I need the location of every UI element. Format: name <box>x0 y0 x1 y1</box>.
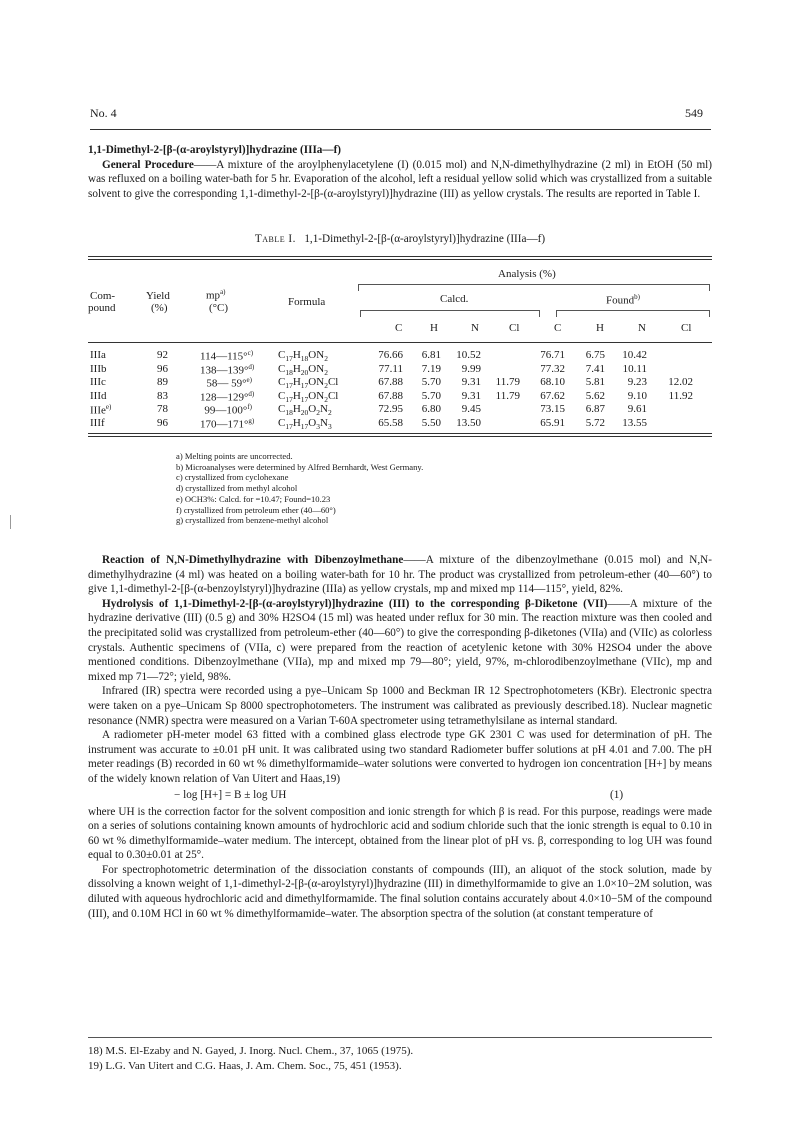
cell-calcd: 9.45 <box>461 403 481 415</box>
cell-mp: 99—100°$^{f)}$ <box>204 403 252 417</box>
cell-mp: 170—171°$^{g)}$ <box>200 416 255 431</box>
where-paragraph: where UH is the correction factor for the solvent composition and ionic strength for which β is read. For this purpose, readings were made on a series of solutions containing known amounts of hydrochloric acid and sodium chloride such that the ionic strength is equal to 0.10 in 60 wt % dimethylformamide–water medium. The intercept, obtained from the linear plot of pH vs. β, corresponding to log UH was found equal to 0.30±0.01 at 25°. <box>88 805 712 862</box>
reaction-text: A mixture of the dibenzoylmethane (0.015 mol) and N,N-dimethylhydrazine (4 ml) was heated on a boiling water-bath for 10 hr. The product was crystallized from petroleum-ether (40—60°) to give 1,1-dimethyl-2-[β-(α-benzoylstyryl)]hydrazine (IIIa) as yellow crystals, mp and mixed mp 114—115°, yield, 82%. <box>88 554 712 596</box>
table-footnote: a) Melting points are uncorrected. <box>176 451 293 461</box>
table-bottom-rule <box>88 433 712 437</box>
cell-found: 7.41 <box>585 362 605 375</box>
cell-mp: 128—129°$^{d)}$ <box>200 389 255 404</box>
cell-formula: $C_{17}H_{17}O_3N_3$ <box>278 416 332 431</box>
compound-note: e) <box>105 403 112 411</box>
cell-calcd: 9.31 <box>461 389 481 402</box>
header-mp-unit: (°C) <box>209 302 229 314</box>
cell-found: 6.87 <box>585 403 605 415</box>
table-header <box>88 260 712 342</box>
cell-compound: IIId <box>90 389 107 402</box>
references-rule <box>88 1037 712 1038</box>
cell-calcd: 10.52 <box>456 349 481 361</box>
cell-yield: 83 <box>157 389 168 402</box>
cell-calcd: 5.50 <box>421 416 441 429</box>
header-mp-note: a) <box>220 288 226 296</box>
cell-calcd: 5.70 <box>421 389 441 402</box>
cell-compound: IIIa <box>90 349 106 361</box>
cell-calcd: 6.81 <box>421 349 441 361</box>
table-row <box>88 390 712 403</box>
header-found-cl: Cl <box>681 322 692 334</box>
cell-found: 9.10 <box>627 389 647 402</box>
cell-calcd: 6.80 <box>421 403 441 415</box>
cell-found: 76.71 <box>540 349 565 361</box>
data-table <box>88 256 712 437</box>
reaction-label: Reaction of N,N-Dimethylhydrazine with Dibenzoylmethane <box>102 554 404 566</box>
cell-calcd: 11.79 <box>495 376 520 388</box>
section-general <box>88 143 712 201</box>
cell-found: 5.81 <box>585 376 605 388</box>
header-found-c: C <box>554 322 562 334</box>
header-compound-1: Com- <box>90 290 116 302</box>
hydrolysis-label: Hydrolysis of 1,1-Dimethyl-2-[β-(α-aroylstyryl)]hydrazine (III) to the corresponding β-Diketone (VII) <box>102 597 608 610</box>
reaction-dash: —— <box>403 554 426 566</box>
running-head <box>90 106 703 121</box>
cell-mp: 58— 59°$^{e)}$ <box>206 376 252 390</box>
header-calcd-c: C <box>395 322 403 334</box>
hydrolysis-paragraph <box>88 597 712 685</box>
cell-calcd: 9.31 <box>461 376 481 388</box>
cell-compound: IIIe$^{e)}$ <box>90 403 112 417</box>
table-footnotes <box>176 451 423 526</box>
cell-found: 10.11 <box>622 362 647 375</box>
general-procedure-text: A mixture of the aroylphenylacetylene (I) (0.015 mol) and N,N-dimethylhydrazine (2 ml) in EtOH (50 ml) was refluxed on a boiling water-bath for 5 hr. Evaporation of the alcohol, left a residual yellow solid which was crystallized from a suitable solvent to give the corresponding 1,1-dimethyl-2-[β-(α-aroylstyryl)]hydrazine (III) as yellow crystals. The results are reported in Table I. <box>88 158 712 200</box>
header-calcd-h: H <box>430 322 438 334</box>
cell-found: 5.62 <box>585 389 605 402</box>
header-found-note: b) <box>634 293 640 301</box>
cell-found: 6.75 <box>585 349 605 361</box>
header-yield-2: (%) <box>151 302 168 314</box>
cell-compound: IIIb <box>90 362 107 375</box>
header-mp <box>206 288 226 302</box>
spectro-paragraph: For spectrophotometric determination of the dissociation constants of compounds (III), an aliquot of the stock solution, made by dissolving a known weight of 1,1-dimethyl-2-[β-(α-aroylstyryl)]hydrazine (III) in dimethylformamide to give an 1.0×10−2M solution, was diluted with aqueous hydrochloric acid and dimethylformamide. The final solution contains accurately about 4.0×10−5M of the compound (III), and 0.10M HCl in 60 wt % dimethylformamide–water. The absorption spectra of the solution (at constant temperature of <box>88 863 712 920</box>
mp-note: g) <box>248 416 255 425</box>
header-found-n: N <box>638 322 646 334</box>
table-footnote: f) crystallized from petroleum ether (40—60°) <box>176 504 336 515</box>
section-main <box>88 553 712 921</box>
table-footnote: e) OCH3%: Calcd. for =10.47; Found=10.23 <box>176 493 331 504</box>
cell-mp: 138—139°$^{d)}$ <box>200 362 255 377</box>
equation: − log [H+] = B ± log UH <box>174 788 287 801</box>
table-caption <box>88 233 712 245</box>
mp-note: e) <box>246 376 252 384</box>
cell-found: 5.72 <box>585 416 605 429</box>
margin-mark <box>10 515 11 529</box>
cell-calcd: 11.79 <box>495 389 520 402</box>
hydrolysis-text: A mixture of the hydrazine derivative (III) (0.5 g) and 30% H2SO4 (15 ml) was heated under reflux for 30 min. The reaction mixture was then cooled and the precipitated solid was crystallized from petroleum-ether (40—60°) to give the corresponding β-diketones (VIIa) and (VIIc) as colorless crystals. Authentic specimens of (VIIa, c) were prepared from the reaction of acetylenic ketone with 30% H2SO4 under the above mentioned conditions. Dibenzoylmethane (VIIa), mp and mixed mp 79—80°; yield, 97%, m-chlorodibenzoylmethane (VIIc), mp and mixed mp 71—72°; yield, 98%. <box>88 597 712 683</box>
mp-note: c) <box>247 349 254 357</box>
table-footnote: c) crystallized from cyclohexane <box>176 472 289 483</box>
header-yield-1: Yield <box>146 290 170 302</box>
table-footnote: b) Microanalyses were determined by Alfred Bernhardt, West Germany. <box>176 461 424 472</box>
reaction-paragraph <box>88 553 712 597</box>
header-found <box>606 293 640 307</box>
cell-found: 13.55 <box>622 416 647 429</box>
reference-item: 19) L.G. Van Uitert and C.G. Haas, J. Am. Chem. Soc., 75, 451 (1953). <box>88 1059 402 1072</box>
cell-yield: 96 <box>157 362 168 375</box>
cell-found: 9.61 <box>627 403 647 415</box>
page-number: 549 <box>685 106 703 120</box>
cell-calcd: 7.19 <box>421 362 441 375</box>
cell-calcd: 9.99 <box>461 362 481 375</box>
cell-calcd: 67.88 <box>378 376 403 388</box>
cell-found: 11.92 <box>668 389 693 402</box>
cell-formula: $C_{17}H_{18}ON_2$ <box>278 349 328 364</box>
table-row <box>88 403 712 416</box>
header-compound-2: pound <box>88 302 116 314</box>
cell-calcd: 72.95 <box>378 403 403 415</box>
cell-formula: $C_{18}H_{20}O_2N_2$ <box>278 403 332 418</box>
cell-calcd: 77.11 <box>378 362 403 375</box>
cell-calcd: 76.66 <box>378 349 403 361</box>
header-formula: Formula <box>288 296 326 308</box>
header-calcd-n: N <box>471 322 479 334</box>
general-procedure-label: General Procedure <box>102 158 194 171</box>
header-calcd-cl: Cl <box>509 322 520 334</box>
ir-paragraph: Infrared (IR) spectra were recorded using a pye–Unicam Sp 1000 and Beckman IR 12 Spectrophotometers (KBr). Electronic spectra were taken on a pye–Unicam Sp 8000 spectrophotometers. The instrument was calibrated as previously described.18). Nuclear magnetic resonance (NMR) spectra were measured on a Varian T-60A spectrometer using tetramethylsilane as internal standard. <box>88 685 712 727</box>
cell-compound: IIIc <box>90 376 106 388</box>
header-analysis: Analysis (%) <box>498 268 556 280</box>
header-rule <box>90 129 711 130</box>
table-title: 1,1-Dimethyl-2-[β-(α-aroylstyryl)]hydrazine (IIIa—f) <box>304 233 546 245</box>
cell-yield: 96 <box>157 416 168 429</box>
journal-issue: No. 4 <box>90 106 117 120</box>
table-row <box>88 349 712 362</box>
cell-found: 12.02 <box>668 376 693 388</box>
header-found-h: H <box>596 322 604 334</box>
table-footnote: g) crystallized from benzene-methyl alcohol <box>176 515 329 526</box>
cell-calcd: 5.70 <box>421 376 441 388</box>
cell-found: 68.10 <box>540 376 565 388</box>
header-mp-label: mp <box>206 289 221 302</box>
section-title: 1,1-Dimethyl-2-[β-(α-aroylstyryl)]hydrazine (IIIa—f) <box>88 144 342 156</box>
cell-yield: 78 <box>157 403 168 415</box>
references <box>88 1044 712 1073</box>
mp-note: f) <box>247 403 252 411</box>
table-body <box>88 343 712 433</box>
hydrolysis-dash: —— <box>607 597 630 610</box>
analysis-brace <box>358 284 710 291</box>
equation-number: (1) <box>610 788 624 801</box>
general-procedure-dash: —— <box>193 158 217 171</box>
equation-block <box>88 787 712 805</box>
cell-calcd: 13.50 <box>456 416 481 429</box>
cell-found: 10.42 <box>622 349 647 361</box>
table-row <box>88 363 712 376</box>
cell-yield: 89 <box>157 376 168 388</box>
reference-item: 18) M.S. El-Ezaby and N. Gayed, J. Inorg. Nucl. Chem., 37, 1065 (1975). <box>88 1045 414 1057</box>
calcd-brace <box>360 310 540 317</box>
cell-formula: $C_{17}H_{17}ON_2Cl$ <box>278 389 339 404</box>
general-procedure-paragraph <box>88 158 712 202</box>
cell-found: 77.32 <box>540 362 565 375</box>
cell-formula: $C_{18}H_{20}ON_2$ <box>278 362 328 377</box>
cell-found: 65.91 <box>540 416 565 429</box>
table-footnote: d) crystallized from methyl alcohol <box>176 483 298 494</box>
cell-found: 73.15 <box>540 403 565 415</box>
mp-note: d) <box>248 362 255 371</box>
found-brace <box>556 310 710 317</box>
cell-compound: IIIf <box>90 416 105 429</box>
cell-found: 9.23 <box>627 376 647 388</box>
mp-note: d) <box>248 389 255 398</box>
table-row <box>88 417 712 430</box>
header-found-label: Found <box>606 294 635 307</box>
cell-calcd: 67.88 <box>378 389 403 402</box>
ph-paragraph: A radiometer pH-meter model 63 fitted with a combined glass electrode type GK 2301 C was used for determination of pH. The instrument was accurate to ±0.01 pH unit. It was calibrated using two standard Radiometer buffer solutions at pH 4.01 and 7.00. The pH meter readings (B) recorded in 60 wt % dimethylformamide–water solutions were converted to hydrogen ion concentration [H+] by means of the widely known relation of Van Uitert and Haas,19) <box>88 729 712 785</box>
cell-mp: 114—115°$^{c)}$ <box>200 349 254 363</box>
cell-calcd: 65.58 <box>378 416 403 429</box>
table-row <box>88 376 712 389</box>
cell-formula: $C_{17}H_{17}ON_2Cl$ <box>278 376 339 391</box>
cell-yield: 92 <box>157 349 168 361</box>
header-calcd: Calcd. <box>440 293 469 305</box>
table-label: Table I. <box>254 233 296 245</box>
cell-found: 67.62 <box>540 389 565 402</box>
